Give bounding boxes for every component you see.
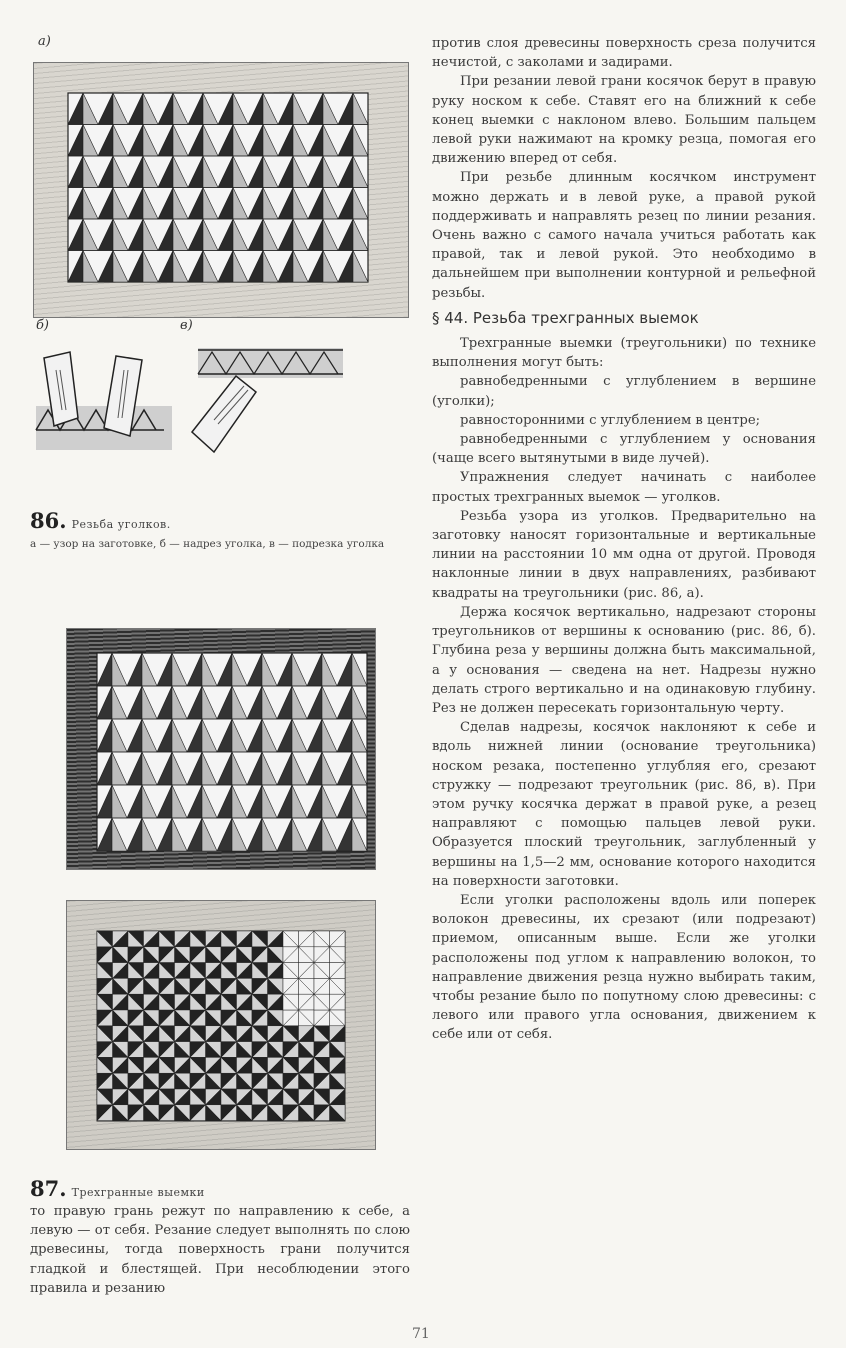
- figure-86v-illustration: [188, 336, 348, 466]
- figure-86v-label: в): [180, 318, 193, 333]
- left-paragraph-1: то правую грань режут по направлению к себе, а левую — от себя. Резание следует выполнять по слою древесины, тогда поверхность грани получится гладкой и блестящей. При несоблюдении этого правила и резанию: [30, 1204, 410, 1296]
- figure-86a-label: a): [38, 34, 51, 49]
- right-paragraph-4: Трехгранные выемки (треугольники) по технике выполнения могут быть:: [432, 336, 816, 371]
- figure-86-number: 86.: [30, 508, 67, 533]
- right-paragraph-3: При резьбе длинным косячком инструмент можно держать и в левой руке, а правой рукой поддерживать и направлять резец по линии резания. Очень важно с самого начала учиться работать как правой, так и левой рукой. Это необходимо в дальнейшем при выполнении контурной и рельефной резьбы.: [432, 170, 816, 301]
- figure-86b-label: б): [36, 318, 50, 333]
- left-column-text: [30, 1202, 410, 1298]
- figure-86a-pattern: [34, 63, 408, 317]
- list-item-2: равносторонними с углублением в центре;: [460, 412, 761, 428]
- figure-87-number: 87.: [30, 1176, 67, 1201]
- right-paragraph-9: Если уголки расположены вдоль или поперек волокон древесины, их срезают (или подрезают) приемом, описанным выше. Если же уголки расположены под углом к направлению волокон, то направление движения резца нужно выбирать таким, чтобы резание было по попутному слою древесины: с левого или правого угла основания, движением к себе или от себя.: [432, 892, 816, 1043]
- figure-86a-board: [33, 62, 409, 318]
- right-paragraph-1: против слоя древесины поверхность среза получится нечистой, с заколами и задирами.: [432, 36, 816, 71]
- figure-86-title: Резьба уголков.: [71, 518, 171, 531]
- list-item-3: равнобедренными с углублением у основания (чаще всего вытянутыми в виде лучей).: [432, 432, 816, 467]
- list-item-1: равнобедренными с углублением в вершине (уголки);: [432, 374, 816, 409]
- right-paragraph-2: При резании левой грани косячок берут в правую руку носком к себе. Ставят его на ближний к себе конец выемки с наклоном влево. Большим пальцем левой руки нажимают на кромку резца, помогая его движению вперед от себя.: [432, 74, 816, 167]
- figure-86b-illustration: [34, 340, 174, 460]
- figure-87-pattern: [67, 901, 375, 1149]
- figure-86-caption: [30, 508, 410, 551]
- photo-pattern: [67, 629, 375, 869]
- right-paragraph-6: Резьба узора из уголков. Предварительно на заготовку наносят горизонтальные и вертикальные линии на расстоянии 10 мм одна от другой. Проводя наклонные линии в двух направлениях, разбивают квадраты на треугольники (рис. 86, а).: [432, 508, 816, 601]
- figure-87-caption: [30, 1176, 410, 1201]
- right-column-text: [432, 34, 816, 1045]
- figure-87-board: [66, 900, 376, 1150]
- right-paragraph-8: Сделав надрезы, косячок наклоняют к себе и вдоль нижней линии (основание треугольника) носком резака, постепенно углубляя его, срезают стружку — подрезают треугольник (рис. 86, в). При этом ручку косячка держат в правой руке, а резец направляют с помощью пальцев левой руки. Образуется плоский треугольник, заглубленный у вершины на 1,5—2 мм, основание которого находится на поверхности заготовки.: [432, 720, 816, 889]
- figure-86-subcaption: а — узор на заготовке, б — надрез уголка, в — подрезка уголка: [30, 538, 385, 550]
- figure-87-title: Трехгранные выемки: [71, 1186, 205, 1199]
- right-paragraph-7: Держа косячок вертикально, надрезают стороны треугольников от вершины к основанию (рис. 86, б). Глубина реза у вершины должна быть максимальной, а у основания — сведена на нет. Надрезы нужно делать строго вертикально и на одинаковую глубину. Рез не должен пересекать горизонтальную черту.: [432, 604, 816, 716]
- right-paragraph-5: Упражнения следует начинать с наиболее простых трехгранных выемок — уголков.: [432, 470, 816, 505]
- page-number: 71: [412, 1326, 430, 1342]
- section-heading: § 44. Резьба трехгранных выемок: [432, 308, 699, 327]
- photo-carving-triangles: [66, 628, 376, 870]
